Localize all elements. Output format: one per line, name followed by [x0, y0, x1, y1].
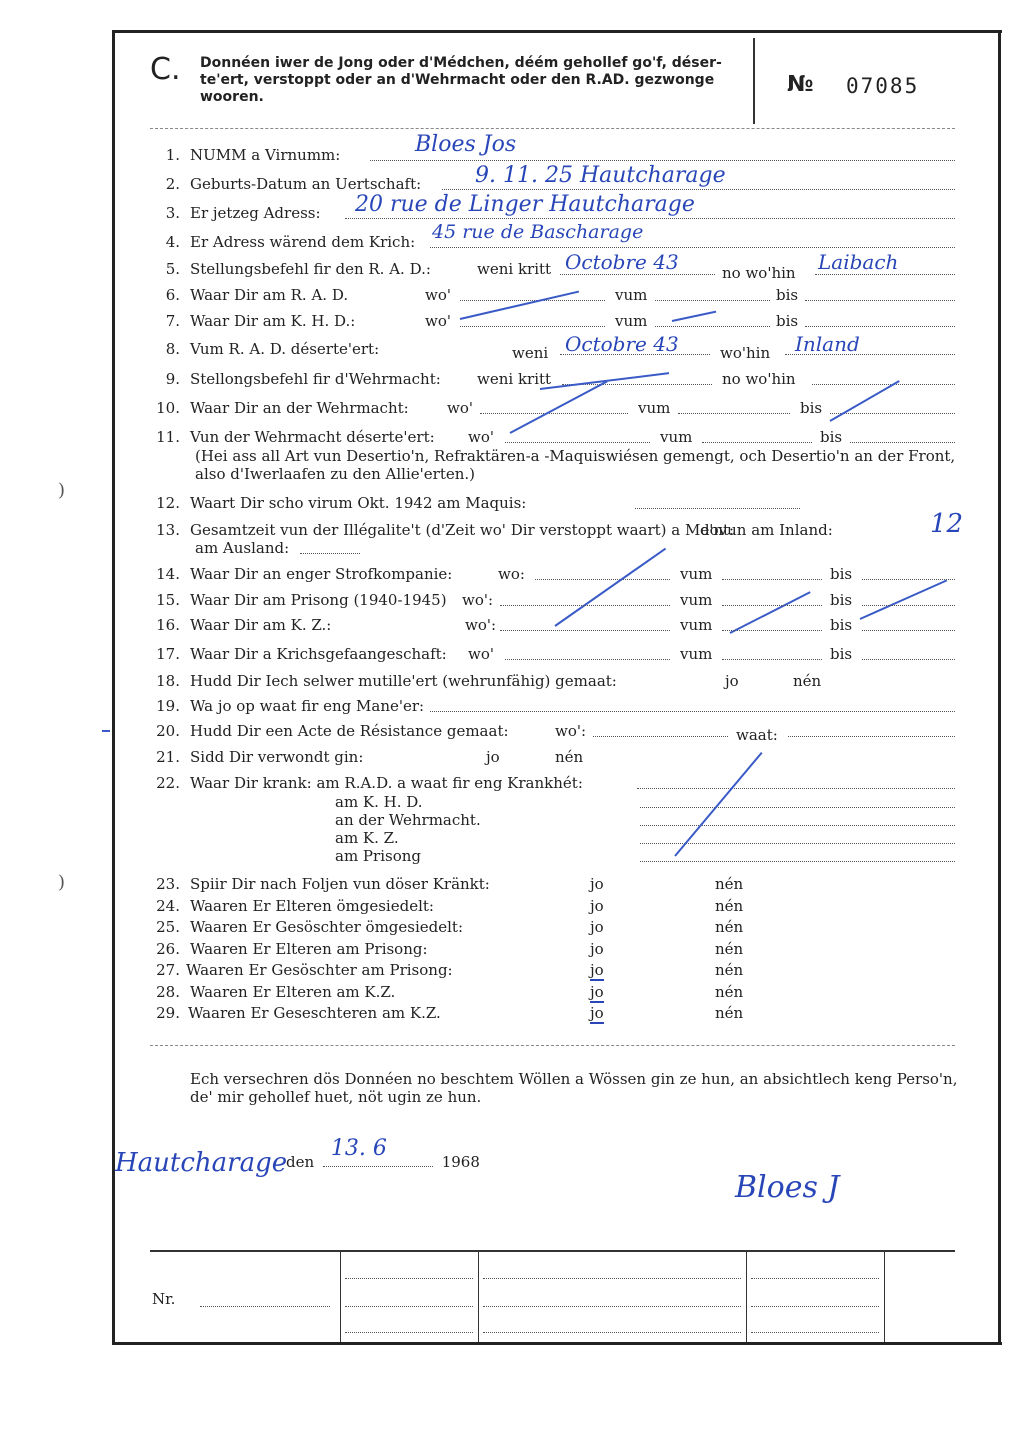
row-22-sub-4: [150, 847, 960, 869]
table-column-divider: [340, 1252, 341, 1342]
no-option[interactable]: nén: [715, 897, 744, 915]
question-row-12: [150, 494, 960, 516]
answer-line[interactable]: [862, 591, 955, 606]
question-row-9: [150, 370, 960, 392]
number-prefix: №: [787, 72, 814, 97]
question-row-16: [150, 616, 960, 638]
handwritten-answer: Inland: [795, 332, 860, 356]
table-cell-line[interactable]: [483, 1318, 741, 1333]
question-label: Waar Dir an enger Strofkompanie:: [190, 565, 453, 583]
table-cell-line[interactable]: [751, 1264, 879, 1279]
question-label: Waaren Er Elteren ömgesiedelt:: [190, 897, 434, 915]
question-label: Waaren Er Gesöschter am Prisong:: [186, 961, 453, 979]
question-sublabel: no wo'hin: [722, 370, 796, 388]
question-label: Er Adress wärend dem Krich:: [190, 233, 416, 251]
answer-line[interactable]: [862, 565, 955, 580]
question-number: 6.: [165, 286, 180, 304]
answer-line[interactable]: [640, 847, 955, 862]
declaration-text: Ech versechren dös Donnéen no beschtem Wöllen a Wössen gin ze hun, an absichtlech keng Perso'n, de' mir gehollef huet, nöt ugin ze hun.: [190, 1070, 958, 1106]
question-row-17: [150, 645, 960, 667]
question-sublabel: wo':: [555, 722, 587, 740]
pen-stroke: [554, 548, 666, 627]
punch-hole-mark: ): [58, 480, 66, 501]
question-sublabel: no wo'hin: [722, 264, 796, 282]
answer-line[interactable]: [812, 370, 955, 385]
question-label: Waar Dir am K. Z.:: [190, 616, 332, 634]
question-sublabel: wo': [425, 312, 451, 330]
answer-line[interactable]: [722, 565, 822, 580]
question-sublabel: an der Wehrmacht.: [335, 811, 481, 829]
date-field[interactable]: [323, 1136, 433, 1167]
question-label: Waar Dir krank: am R.A.D. a waat fir eng Krankhét:: [190, 774, 583, 792]
question-row-14: [150, 565, 960, 587]
answer-line[interactable]: [640, 811, 955, 826]
question-sublabel: vum: [615, 312, 648, 330]
question-number: 19.: [156, 697, 180, 715]
no-option[interactable]: nén: [715, 918, 744, 936]
question-number: 22.: [156, 774, 180, 792]
question-label: Waart Dir scho virum Okt. 1942 am Maquis:: [190, 494, 527, 512]
question-sublabel: bis: [776, 312, 799, 330]
question-number: 20.: [156, 722, 180, 740]
answer-line[interactable]: [640, 793, 955, 808]
answer-line[interactable]: [805, 286, 955, 301]
question-sublabel: bis: [776, 286, 799, 304]
yes-option-underlined[interactable]: jo: [590, 1004, 604, 1022]
question-sublabel: vum: [680, 591, 713, 609]
answer-line[interactable]: [430, 697, 955, 712]
answer-line[interactable]: [505, 645, 670, 660]
question-sublabel: vum: [680, 565, 713, 583]
table-cell-line[interactable]: [483, 1292, 741, 1307]
handwritten-answer: Octobre 43: [565, 250, 679, 274]
question-number: 13.: [156, 521, 180, 539]
punch-hole-mark: ): [58, 872, 66, 893]
signature: Bloes J: [735, 1170, 840, 1205]
handwritten-answer: Bloes Jos: [415, 132, 517, 157]
yes-option[interactable]: jo: [590, 940, 604, 958]
yes-option[interactable]: jo: [590, 918, 604, 936]
row-11-note: (Hei ass all Art vun Desertio'n, Refraktären-a -Maquiswiésen gemengt, och Desertio'n an der Front, also d'Iwerlaafen zu den Allie'erten.): [195, 447, 956, 483]
question-row-21: [150, 748, 960, 770]
question-sublabel: bis: [830, 645, 853, 663]
question-row-15: [150, 591, 960, 613]
question-sublabel: bis: [800, 399, 823, 417]
table-cell-line[interactable]: [483, 1264, 741, 1279]
no-option[interactable]: nén: [715, 875, 744, 893]
question-label: Sidd Dir verwondt gin:: [190, 748, 364, 766]
question-sublabel: waat:: [736, 726, 778, 744]
question-number: 1.: [165, 146, 180, 164]
yes-option[interactable]: jo: [590, 897, 604, 915]
question-label: Er jetzeg Adress:: [190, 204, 321, 222]
question-sublabel: wo':: [465, 616, 497, 634]
question-number: 26.: [156, 940, 180, 958]
answer-line[interactable]: [862, 616, 955, 631]
answer-line[interactable]: [635, 494, 800, 509]
answer-line[interactable]: [480, 399, 628, 414]
form-frame-bottom: [112, 1342, 1002, 1345]
question-sublabel: vum: [680, 616, 713, 634]
year-label: 1968: [441, 1153, 480, 1171]
question-sublabel: dovun am Inland:: [700, 521, 833, 539]
handwritten-answer: 45 rue de Bascharage: [432, 221, 644, 243]
question-label: Waar Dir am R. A. D.: [190, 286, 349, 304]
question-number: 2.: [165, 175, 180, 193]
table-cell-line[interactable]: [345, 1292, 473, 1307]
answer-line[interactable]: [637, 774, 955, 789]
question-sublabel: wo': [468, 645, 494, 663]
question-sublabel: am K. H. D.: [335, 793, 423, 811]
answer-line[interactable]: [535, 565, 670, 580]
question-number: 11.: [156, 428, 180, 446]
handwritten-answer: 9. 11. 25 Hautcharage: [475, 163, 726, 188]
question-sublabel: wo': [447, 399, 473, 417]
header-divider: [753, 38, 755, 124]
question-label: Stellungsbefehl fir den R. A. D.:: [190, 260, 431, 278]
question-sublabel: wo:: [498, 565, 525, 583]
question-label: Waaren Er Geseschteren am K.Z.: [188, 1004, 441, 1022]
den-label: den: [286, 1153, 315, 1171]
handwritten-answer: 12: [930, 509, 964, 539]
question-number: 17.: [156, 645, 180, 663]
yes-option-underlined[interactable]: jo: [590, 983, 604, 1001]
table-cell-line[interactable]: [751, 1318, 879, 1333]
question-sublabel: bis: [820, 428, 843, 446]
question-number: 7.: [165, 312, 180, 330]
question-number: 5.: [165, 260, 180, 278]
handwritten-answer: Laibach: [818, 250, 899, 274]
question-row-27: [150, 961, 960, 983]
question-label: Vun der Wehrmacht déserte'ert:: [190, 428, 435, 446]
yes-option[interactable]: jo: [590, 875, 604, 893]
table-column-divider: [478, 1252, 479, 1342]
question-label: Waar Dir a Krichsgefaangeschaft:: [190, 645, 447, 663]
no-option[interactable]: nén: [715, 961, 744, 979]
answer-line[interactable]: [850, 428, 955, 443]
question-sublabel: weni: [512, 344, 549, 362]
answer-line[interactable]: [862, 645, 955, 660]
question-row-28: [150, 983, 960, 1005]
question-label: Stellongsbefehl fir d'Wehrmacht:: [190, 370, 441, 388]
nr-label: Nr.: [152, 1290, 176, 1308]
handwritten-answer: Octobre 43: [565, 332, 679, 356]
answer-line[interactable]: [830, 399, 955, 414]
no-option[interactable]: nén: [793, 672, 822, 690]
question-number: 15.: [156, 591, 180, 609]
question-label: NUMM a Virnumm:: [190, 146, 341, 164]
section-rule: [150, 1045, 955, 1046]
answer-line[interactable]: [805, 312, 955, 327]
form-frame-right: [998, 30, 1001, 1345]
no-option[interactable]: nén: [715, 983, 744, 1001]
question-label: Geburts-Datum an Uertschaft:: [190, 175, 422, 193]
nr-field[interactable]: [200, 1292, 330, 1307]
question-number: 28.: [156, 983, 180, 1001]
table-cell-line[interactable]: [345, 1264, 473, 1279]
question-label: Spiir Dir nach Foljen vun döser Kränkt:: [190, 875, 490, 893]
no-option[interactable]: nén: [715, 940, 744, 958]
question-row-8: [150, 332, 960, 362]
question-label: Waar Dir an der Wehrmacht:: [190, 399, 409, 417]
answer-line[interactable]: [702, 428, 812, 443]
question-label: Wa jo op waat fir eng Mane'er:: [190, 697, 425, 715]
question-label: Waar Dir am K. H. D.:: [190, 312, 356, 330]
question-number: 21.: [156, 748, 180, 766]
question-row-7: [150, 312, 960, 334]
header-rule: [150, 128, 955, 129]
question-number: 12.: [156, 494, 180, 512]
question-label: Waaren Er Gesöschter ömgesiedelt:: [190, 918, 464, 936]
table-column-divider: [746, 1252, 747, 1342]
date-line: [286, 1136, 480, 1171]
question-row-24: [150, 897, 960, 919]
answer-line[interactable]: [655, 286, 770, 301]
question-label: Waaren Er Elteren am Prisong:: [190, 940, 428, 958]
question-row-23: [150, 875, 960, 897]
question-number: 27.: [156, 961, 180, 979]
section-letter: C.: [150, 52, 181, 87]
question-number: 29.: [156, 1004, 180, 1022]
answer-line[interactable]: [722, 591, 822, 606]
question-sublabel: weni kritt: [477, 260, 552, 278]
question-row-18: [150, 672, 960, 694]
margin-mark: [102, 730, 110, 732]
yes-option[interactable]: jo: [725, 672, 739, 690]
answer-line[interactable]: [678, 399, 790, 414]
question-label: Hudd Dir Iech selwer mutille'ert (wehrunfähig) gemaat:: [190, 672, 617, 690]
form-number: 07085: [846, 74, 920, 98]
table-cell-line[interactable]: [345, 1318, 473, 1333]
form-frame-top: [112, 30, 1002, 33]
answer-line[interactable]: [722, 616, 822, 631]
question-row-29: [150, 1004, 960, 1026]
question-sublabel: am Ausland:: [195, 539, 290, 557]
question-row-26: [150, 940, 960, 962]
question-sublabel: wo':: [462, 591, 494, 609]
question-sublabel: vum: [660, 428, 693, 446]
question-number: 10.: [156, 399, 180, 417]
answer-line[interactable]: [593, 722, 728, 737]
question-sublabel: am K. Z.: [335, 829, 399, 847]
question-number: 16.: [156, 616, 180, 634]
handwritten-answer: 20 rue de Linger Hautcharage: [355, 192, 695, 217]
answer-line[interactable]: [460, 286, 605, 301]
question-number: 4.: [165, 233, 180, 251]
handwritten-place: Hautcharage: [115, 1148, 288, 1178]
question-label: Vum R. A. D. déserte'ert:: [190, 340, 380, 358]
question-number: 14.: [156, 565, 180, 583]
no-option[interactable]: nén: [555, 748, 584, 766]
question-row-20: [150, 722, 960, 744]
answer-line[interactable]: [300, 539, 360, 554]
question-number: 9.: [165, 370, 180, 388]
question-sublabel: vum: [638, 399, 671, 417]
question-sublabel: wo': [425, 286, 451, 304]
question-number: 25.: [156, 918, 180, 936]
no-option[interactable]: nén: [715, 1004, 744, 1022]
answer-line[interactable]: [500, 591, 670, 606]
question-label: Hudd Dir een Acte de Résistance gemaat:: [190, 722, 509, 740]
question-label: Waar Dir am Prisong (1940-1945): [190, 591, 447, 609]
question-row-19: [150, 697, 960, 719]
answer-line[interactable]: [505, 428, 650, 443]
question-number: 23.: [156, 875, 180, 893]
question-sublabel: vum: [615, 286, 648, 304]
question-sublabel: am Prisong: [335, 847, 421, 865]
answer-line[interactable]: [500, 616, 670, 631]
question-sublabel: vum: [680, 645, 713, 663]
question-row-13: [150, 509, 964, 557]
question-row-5: [150, 250, 960, 282]
yes-option[interactable]: jo: [486, 748, 500, 766]
question-number: 8.: [165, 340, 180, 358]
table-column-divider: [884, 1252, 885, 1342]
question-sublabel: weni kritt: [477, 370, 552, 388]
question-sublabel: bis: [830, 565, 853, 583]
question-sublabel: bis: [830, 616, 853, 634]
handwritten-date: 13. 6: [330, 1136, 387, 1161]
question-label: Gesamtzeit vun der Illégalite't (d'Zeit wo' Dir verstoppt waart) a Me'nt:: [190, 521, 735, 539]
answer-line[interactable]: [788, 722, 955, 737]
question-row-25: [150, 918, 960, 940]
question-sublabel: wo': [468, 428, 494, 446]
answer-line[interactable]: [722, 645, 822, 660]
section-title: Donnéen iwer de Jong oder d'Médchen, déém gehollef go'f, déser-te'ert, verstoppt oder an d'Wehrmacht oder den R.AD. gezwonge wooren.: [200, 55, 722, 105]
question-number: 3.: [165, 204, 180, 222]
question-sublabel: bis: [830, 591, 853, 609]
question-number: 18.: [156, 672, 180, 690]
yes-option-underlined[interactable]: jo: [590, 961, 604, 979]
question-number: 24.: [156, 897, 180, 915]
question-sublabel: wo'hin: [720, 344, 771, 362]
question-label: Waaren Er Elteren am K.Z.: [190, 983, 396, 1001]
table-cell-line[interactable]: [751, 1292, 879, 1307]
